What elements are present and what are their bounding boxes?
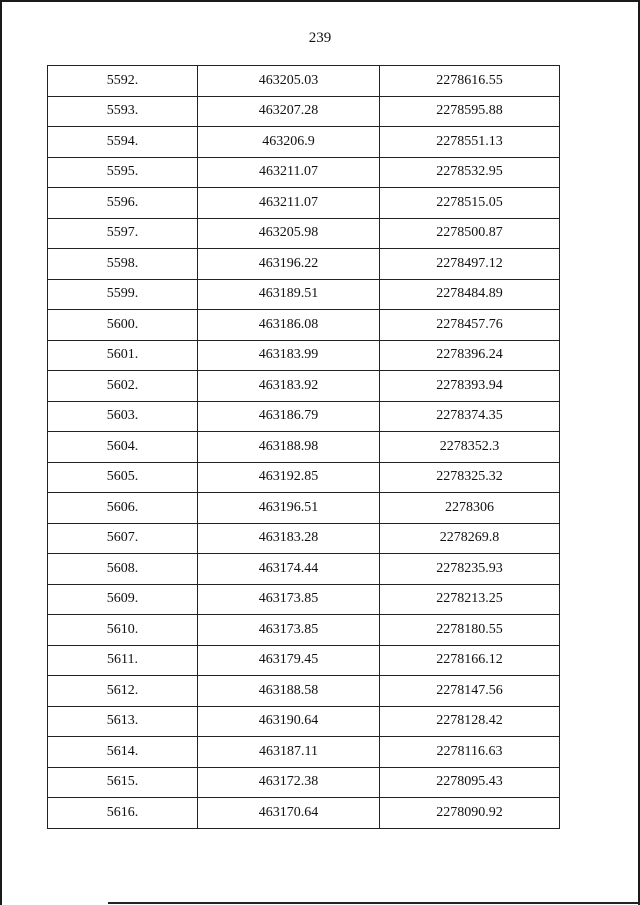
point-number-cell: 5604. bbox=[48, 432, 198, 463]
y-coordinate-cell: 2278147.56 bbox=[380, 676, 560, 707]
table-row bbox=[48, 157, 560, 188]
y-coordinate-cell: 2278484.89 bbox=[380, 279, 560, 310]
table-row bbox=[48, 66, 560, 97]
table-row bbox=[48, 645, 560, 676]
y-coordinate-cell: 2278269.8 bbox=[380, 523, 560, 554]
x-coordinate-cell: 463183.99 bbox=[198, 340, 380, 371]
x-coordinate-cell: 463187.11 bbox=[198, 737, 380, 768]
y-coordinate-cell: 2278551.13 bbox=[380, 127, 560, 158]
page-edge-left bbox=[0, 0, 2, 905]
page-number: 239 bbox=[308, 30, 332, 46]
x-coordinate-cell: 463207.28 bbox=[198, 96, 380, 127]
y-coordinate-cell: 2278374.35 bbox=[380, 401, 560, 432]
point-number-cell: 5611. bbox=[48, 645, 198, 676]
x-coordinate-cell: 463179.45 bbox=[198, 645, 380, 676]
table-row bbox=[48, 767, 560, 798]
point-number-cell: 5597. bbox=[48, 218, 198, 249]
point-number-cell: 5601. bbox=[48, 340, 198, 371]
point-number-cell: 5596. bbox=[48, 188, 198, 219]
table-row bbox=[48, 462, 560, 493]
page-edge-top bbox=[0, 0, 640, 2]
x-coordinate-cell: 463196.22 bbox=[198, 249, 380, 280]
table-row bbox=[48, 584, 560, 615]
point-number-cell: 5600. bbox=[48, 310, 198, 341]
point-number-cell: 5614. bbox=[48, 737, 198, 768]
point-number-cell: 5605. bbox=[48, 462, 198, 493]
point-number-cell: 5606. bbox=[48, 493, 198, 524]
x-coordinate-cell: 463172.38 bbox=[198, 767, 380, 798]
table-row bbox=[48, 371, 560, 402]
y-coordinate-cell: 2278180.55 bbox=[380, 615, 560, 646]
y-coordinate-cell: 2278090.92 bbox=[380, 798, 560, 829]
point-number-cell: 5613. bbox=[48, 706, 198, 737]
table-row bbox=[48, 188, 560, 219]
x-coordinate-cell: 463206.9 bbox=[198, 127, 380, 158]
point-number-cell: 5592. bbox=[48, 66, 198, 97]
y-coordinate-cell: 2278116.63 bbox=[380, 737, 560, 768]
point-number-cell: 5610. bbox=[48, 615, 198, 646]
table-row bbox=[48, 615, 560, 646]
table-row bbox=[48, 127, 560, 158]
y-coordinate-cell: 2278497.12 bbox=[380, 249, 560, 280]
table-row bbox=[48, 554, 560, 585]
coordinates-table-body bbox=[48, 66, 560, 829]
x-coordinate-cell: 463186.79 bbox=[198, 401, 380, 432]
x-coordinate-cell: 463186.08 bbox=[198, 310, 380, 341]
x-coordinate-cell: 463211.07 bbox=[198, 188, 380, 219]
point-number-cell: 5593. bbox=[48, 96, 198, 127]
point-number-cell: 5615. bbox=[48, 767, 198, 798]
point-number-cell: 5598. bbox=[48, 249, 198, 280]
point-number-cell: 5612. bbox=[48, 676, 198, 707]
y-coordinate-cell: 2278515.05 bbox=[380, 188, 560, 219]
y-coordinate-cell: 2278595.88 bbox=[380, 96, 560, 127]
y-coordinate-cell: 2278166.12 bbox=[380, 645, 560, 676]
y-coordinate-cell: 2278128.42 bbox=[380, 706, 560, 737]
table-row bbox=[48, 523, 560, 554]
table-row bbox=[48, 401, 560, 432]
x-coordinate-cell: 463170.64 bbox=[198, 798, 380, 829]
point-number-cell: 5609. bbox=[48, 584, 198, 615]
x-coordinate-cell: 463174.44 bbox=[198, 554, 380, 585]
y-coordinate-cell: 2278306 bbox=[380, 493, 560, 524]
point-number-cell: 5603. bbox=[48, 401, 198, 432]
x-coordinate-cell: 463183.92 bbox=[198, 371, 380, 402]
coordinates-table bbox=[47, 65, 560, 829]
bottom-rule bbox=[108, 902, 640, 904]
x-coordinate-cell: 463189.51 bbox=[198, 279, 380, 310]
y-coordinate-cell: 2278500.87 bbox=[380, 218, 560, 249]
point-number-cell: 5595. bbox=[48, 157, 198, 188]
x-coordinate-cell: 463188.98 bbox=[198, 432, 380, 463]
x-coordinate-cell: 463173.85 bbox=[198, 584, 380, 615]
x-coordinate-cell: 463205.03 bbox=[198, 66, 380, 97]
point-number-cell: 5594. bbox=[48, 127, 198, 158]
y-coordinate-cell: 2278532.95 bbox=[380, 157, 560, 188]
x-coordinate-cell: 463188.58 bbox=[198, 676, 380, 707]
x-coordinate-cell: 463196.51 bbox=[198, 493, 380, 524]
table-row bbox=[48, 737, 560, 768]
x-coordinate-cell: 463192.85 bbox=[198, 462, 380, 493]
table-row bbox=[48, 493, 560, 524]
y-coordinate-cell: 2278396.24 bbox=[380, 340, 560, 371]
table-row bbox=[48, 310, 560, 341]
x-coordinate-cell: 463173.85 bbox=[198, 615, 380, 646]
point-number-cell: 5607. bbox=[48, 523, 198, 554]
point-number-cell: 5616. bbox=[48, 798, 198, 829]
point-number-cell: 5599. bbox=[48, 279, 198, 310]
y-coordinate-cell: 2278616.55 bbox=[380, 66, 560, 97]
table-row bbox=[48, 249, 560, 280]
point-number-cell: 5608. bbox=[48, 554, 198, 585]
table-row bbox=[48, 340, 560, 371]
table-row bbox=[48, 706, 560, 737]
y-coordinate-cell: 2278213.25 bbox=[380, 584, 560, 615]
x-coordinate-cell: 463211.07 bbox=[198, 157, 380, 188]
y-coordinate-cell: 2278235.93 bbox=[380, 554, 560, 585]
table-row bbox=[48, 676, 560, 707]
table-row bbox=[48, 279, 560, 310]
point-number-cell: 5602. bbox=[48, 371, 198, 402]
x-coordinate-cell: 463183.28 bbox=[198, 523, 380, 554]
y-coordinate-cell: 2278457.76 bbox=[380, 310, 560, 341]
y-coordinate-cell: 2278325.32 bbox=[380, 462, 560, 493]
y-coordinate-cell: 2278352.3 bbox=[380, 432, 560, 463]
x-coordinate-cell: 463205.98 bbox=[198, 218, 380, 249]
table-row bbox=[48, 218, 560, 249]
y-coordinate-cell: 2278393.94 bbox=[380, 371, 560, 402]
table-row bbox=[48, 432, 560, 463]
y-coordinate-cell: 2278095.43 bbox=[380, 767, 560, 798]
x-coordinate-cell: 463190.64 bbox=[198, 706, 380, 737]
table-row bbox=[48, 96, 560, 127]
table-row bbox=[48, 798, 560, 829]
